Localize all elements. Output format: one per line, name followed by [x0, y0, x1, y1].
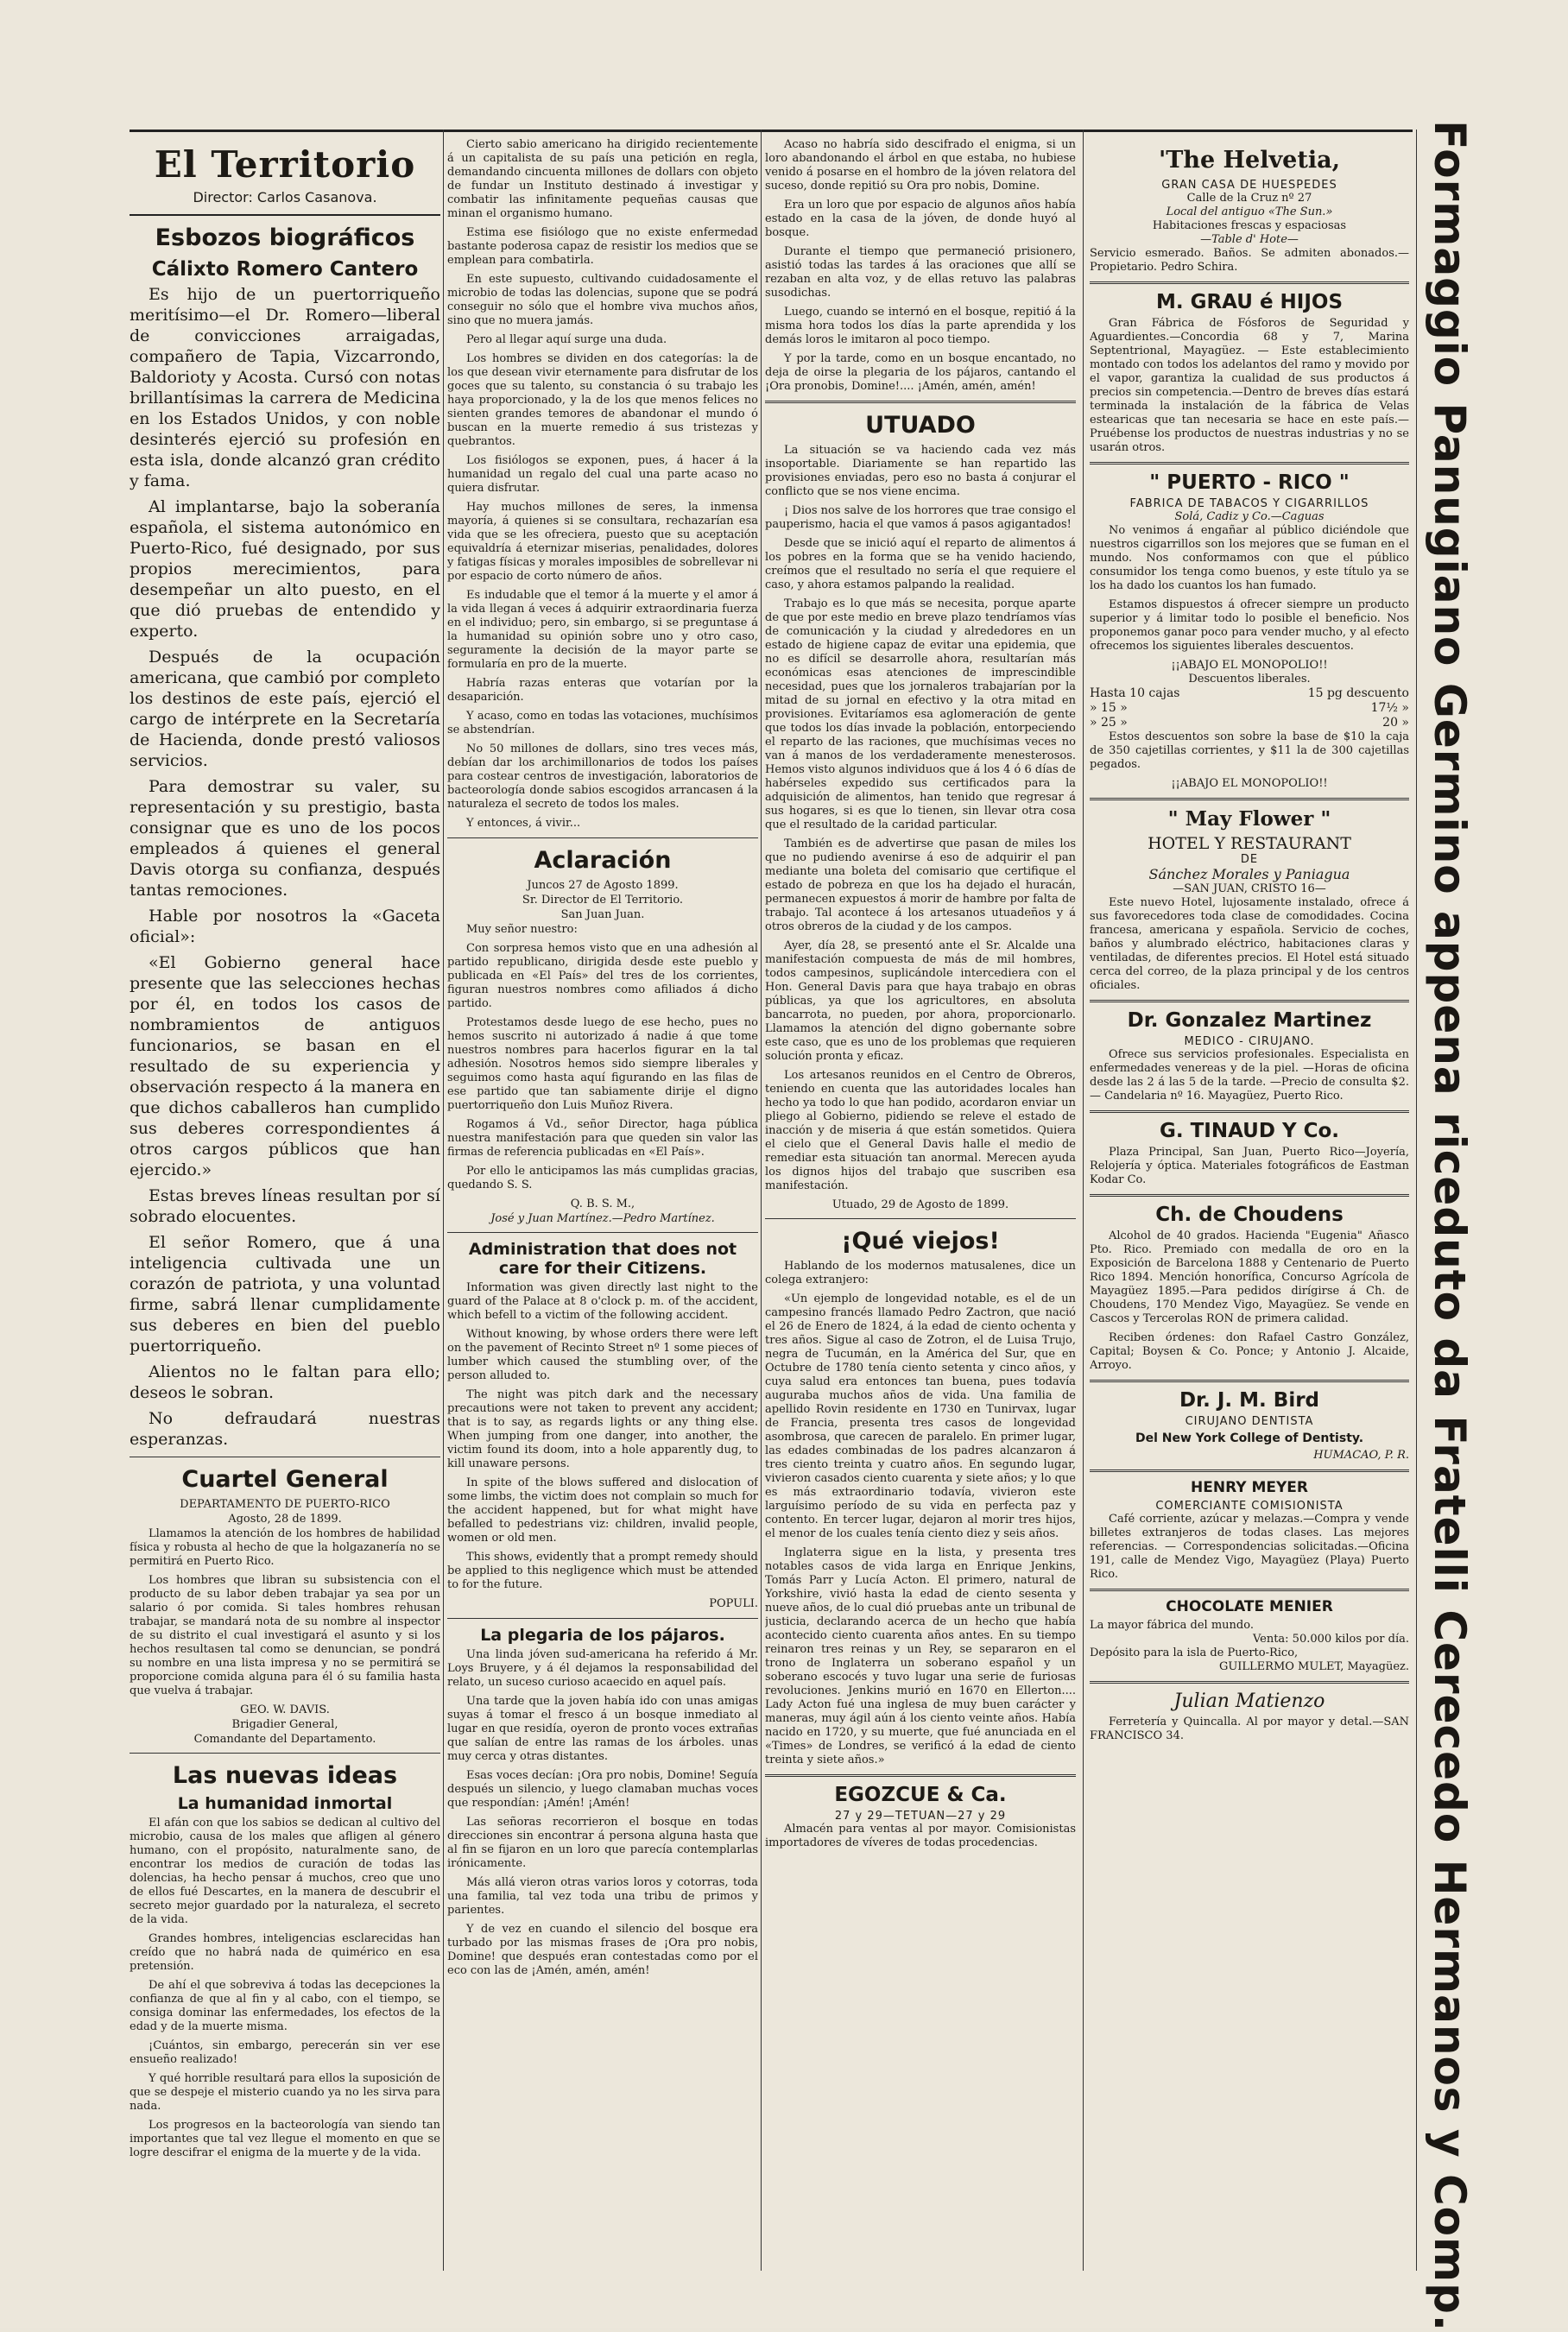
ad-text: No venimos á engañar al público diciéndole que nuestros cigarrillos son los mejores que se fuman en el mundo. Nos conformamos con que el público consumidor los tenga como buenos, y este título ya se los ha dado los cuantos los han fumado.: [1090, 524, 1409, 592]
paragraph: Hablando de los modernos matusalenes, dice un colega extranjero:: [765, 1260, 1076, 1286]
paragraph: Una tarde que la joven había ido con unas amigas suyas á tomar el fresco á un bosque inmediato al lugar en que residía, oyeron de pronto voces extrañas que salían de entre las ramas de los árboles. unas muy cerca y otras distantes.: [447, 1695, 758, 1763]
paragraph: Hay muchos millones de seres, la inmensa mayoría, á quienes si se consultara, rechazarían esa vida que se les ofreciera, puesto que su aceptación equivaldría á eternizar miserias, penalidades, dolores y fatigas físicas y morales imposibles de sobrellevar ni por espacio de corto número de años.: [447, 501, 758, 583]
paragraph: Y qué horrible resultará para ellos la suposición de que se despeje el misterio cuando ya no les sirva para nada.: [130, 2072, 440, 2113]
paragraph: Con sorpresa hemos visto que en una adhesión al partido republicano, dirigida desde este pueblo y publicada en «El País» del tres de los corrientes, figuran nuestros nombres como afiliados á dicho partido.: [447, 942, 758, 1010]
paragraph: Al implantarse, bajo la soberanía española, el sistema autonómico en Puerto-Rico, fué designado, por sus propios merecimientos, para desempeñar un alto puesto, en el que dió pruebas de entendido y experto.: [130, 497, 440, 641]
ideas-subtitle: La humanidad inmortal: [177, 1794, 393, 1813]
paragraph: Los fisiólogos se exponen, pues, á hacer á la humanidad un regalo del cual una parte acaso no quiera disfrutar.: [447, 454, 758, 495]
ad-text: Alcohol de 40 grados. Hacienda "Eugenia" Añasco Pto. Rico. Premiado con medalla de oro en la Exposición de Barcelona 1888 y Centenario de Puerto Rico 1894. Mención honorífica, Concurso Agrícola de Mayagüez 1895.—Para pedidos dirígirse á Ch. de Choudens, 170 Mendez Vigo, Mayagüez. Se vende en Cascos y Tercerolas RON de primera calidad.: [1090, 1229, 1409, 1325]
paragraph: El afán con que los sabios se dedican al cultivo del microbio, causa de los males que afligen al género humano, con el propósito, naturalmente sano, de encontrar los medios de curación de todas las dolencias, ha hecho pensar á muchos, creo que uno de ellos fué Descartes, en la manera de descubrir el secreto mejor guardado por la naturaleza, el secreto de la vida.: [130, 1817, 440, 1926]
divider: [1090, 462, 1409, 465]
divider: [1090, 1589, 1409, 1591]
ad-text: Estos descuentos son sobre la base de $10 la caja de 350 cajetillas corrientes, y $11 la de 300 cajetillas pegados.: [1090, 730, 1409, 771]
vertical-banner-text: Formaggio Panugiano Germino appena riceduto da Fratelli Cerecedo Hermanos y Comp.: [1425, 120, 1475, 2332]
divider: [1090, 798, 1409, 800]
paragraph: Luego, cuando se internó en el bosque, repitió á la misma hora todos los días la parte aprendida y los demás loros le imitaron al poco tiempo.: [765, 306, 1076, 346]
paragraph: Es indudable que el temor á la muerte y el amor á la vida llegan á veces á adquirir extraordinaria fuerza en el individuo; pero, sin embargo, si se preguntase á la humanidad su opinión sobre uno y otro caso, seguramente la decisión de la mayor parte se formularía en pro de la muerte.: [447, 589, 758, 671]
bird-location: HUMACAO, P. R.: [1313, 1449, 1409, 1462]
discount-row: [1090, 701, 1409, 716]
paragraph: Y acaso, como en todas las votaciones, muchísimos se abstendrían.: [447, 710, 758, 736]
cuartel-subtitle: DEPARTAMENTO DE PUERTO-RICO: [180, 1498, 390, 1511]
director-line: Director: Carlos Casanova.: [193, 189, 377, 205]
paragraph: Es hijo de un puertorriqueño meritísimo—el Dr. Romero—liberal de convicciones arraigadas, compañero de Tapia, Vizcarrondo, Baldorioty y Acosta. Cursó con notas brillantísimas la carrera de Medicina en los Estados Unidos, y con noble desinterés ejerció su profesión en esta isla, donde alcanzó gran crédito y fama.: [130, 285, 440, 490]
paragraph: Estima ese fisiólogo que no existe enfermedad bastante poderosa capaz de resistir los medios que se emplean para combatirla.: [447, 226, 758, 267]
paragraph: «Un ejemplo de longevidad notable, es el de un campesino francés llamado Pedro Zactron, que nació el 26 de Enero de 1824, á la edad de ciento ochenta y tres años. Sigue al caso de Zotron, el de Luisa Trujo, negra de Tucumán, en la América del Sur, que en Octubre de 1780 tenía ciento setenta y cinco años, y cuya salud era entonces tan buena, pues todavía auguraba muchos años de vida. Una familia de apellido Rovin residente en 1730 en Tunirvax, lugar de Francia, presenta tres casos de longevidad asombrosa, que carecen de paralelo. En primer lugar, las edades combinadas de los padres alcanzaron á tres ciento treinta y cuatro años. En segundo lugar, vivieron casados ciento cuarenta y siete años; y lo que es más extraordinario todavía, vivieron este larguísimo período de su vida en perfecta paz y contento. En tercer lugar, dejaron al morir tres hijos, el menor de los cuales tenía ciento diez y seis años.: [765, 1292, 1076, 1540]
mayflower-de: DE: [1240, 853, 1259, 866]
discount-pct: 17½ »: [1370, 701, 1409, 715]
discount-pct: 20 »: [1382, 716, 1409, 730]
ad-text: Ofrece sus servicios profesionales. Especialista en enfermedades venereas y de la piel. —Horas de oficina desde las 2 á las 5 de la tarde. —Precio de consulta $2. — Candelaria nº 16. Mayagüez, Puerto Rico.: [1090, 1048, 1409, 1103]
paragraph: ¡Cuántos, sin embargo, perecerán sin ver ese ensueño realizado!: [130, 2039, 440, 2066]
bio-name: Cálixto Romero Cantero: [151, 258, 419, 281]
divider: [1090, 1380, 1409, 1382]
ad-line: Local del antiguo «The Sun.»: [1166, 205, 1333, 218]
utuado-title: UTUADO: [865, 412, 976, 439]
ad-text: Plaza Principal, San Juan, Puerto Rico—Joyería, Relojería y óptica. Materiales fotográficos de Eastman Kodar Co.: [1090, 1146, 1409, 1186]
signature: Comandante del Departamento.: [193, 1733, 376, 1746]
ad-line: —Table d' Hote—: [1200, 233, 1299, 246]
ad-line: Calle de la Cruz nº 27: [1186, 192, 1312, 205]
mayflower-owner: Sánchez Morales y Paniagua: [1148, 866, 1350, 882]
paragraph: No defraudará nuestras esperanzas.: [130, 1409, 440, 1449]
ad-line: Servicio esmerado. Baños. Se admiten abonados.—Propietario. Pedro Schira.: [1090, 247, 1409, 274]
bio-article: [130, 284, 440, 1450]
paragraph: Without knowing, by whose orders there were left on the pavement of Recinto Street nº 1 some pieces of lumber which caused the stumbling over, of the person alluded to.: [447, 1328, 758, 1382]
letter-header: San Juan Juan.: [560, 908, 645, 921]
paragraph: Trabajo es lo que más se necesita, porque aparte de que por este medio en breve plazo tendríamos vías de comunicación y la ciudad y alrededores en un estado de higiene capaz de evitar una epidemia, que no es difícil se desarrolle ahora, resultarían más económicas esas atenciones de imprescindible necesidad, pues que los jornaleros trabajarían por la mitad de su jornal en efectivo y la otra mitad en provisiones. Evitaríamos esa aglomeración de gente que todos los días invade la población, entorpeciendo el reparto de las raciones, que muchísimas veces no van á manos de los verdaderamente menesterosos. Hemos visto algunos individuos que á los 4 ó 6 días de habérseles expedido sus certificados para la adquisición de alimentos, han tenido que regresar á sus hogares, si es que lo tienen, sin llevar otra cosa que el resultado de la caridad particular.: [765, 597, 1076, 831]
paragraph: Inglaterra sigue en la lista, y presenta tres notables casos de vida larga en Enrique Jenkins, Tomás Parr y Lucía Acton. El primero, natural de Yorkshire, vivió hasta la edad de ciento sesenta y nueve años, de lo cual dió pruebas ante un tribunal de justicia, declarando acerca de un hecho que había acontecido ciento cuarenta años antes. En su tiempo reinaron tres reinas y un Rey, se separaron en el trono de Inglaterra un soberano español y un soberano escocés y tuvo lugar una serie de furiosas revoluciones. Jenkins murió en 1670 en Ellerton.... Lady Acton fué una inglesa de muy buen carácter y maneras, muy ágil aún á los ciento veinte años. Había nacido en 1720, y su muerte, que fué anunciada en el «Times» de Londres, se verificó á la edad de ciento treinta y siete años.»: [765, 1546, 1076, 1766]
paragraph: Más allá vieron otras varios loros y cotorras, toda una familia, tal vez toda una tribu de primos y parientes.: [447, 1876, 758, 1917]
paragraph: Hable por nosotros la «Gaceta oficial»:: [130, 907, 440, 946]
bird-subtitle: CIRUJANO DENTISTA: [1185, 1415, 1314, 1428]
column-1: [130, 138, 440, 2271]
signature: POPULI.: [709, 1597, 758, 1610]
ad-line: Descuentos liberales.: [1188, 673, 1311, 686]
paragraph: Estas breves líneas resultan por sí sobrado elocuentes.: [130, 1186, 440, 1226]
bio-title: Esbozos biográficos: [155, 224, 415, 251]
paragraph: Y de vez en cuando el silencio del bosque era turbado por las mismas frases de ¡Ora pro nobis, Domine! que después eran contestadas como por el eco con las de ¡Amén, amén, amén!: [447, 1923, 758, 1977]
viejos-title: ¡Qué viejos!: [841, 1228, 1000, 1254]
egozcue-title: EGOZCUE & Ca.: [834, 1784, 1007, 1806]
paragraph: En este supuesto, cultivando cuidadosamente el microbio de todas las dolencias, supone que se podrá conseguir no sólo que el hombre viva muchos años, sino que no muera jamás.: [447, 273, 758, 327]
paragraph: Por ello le anticipamos las más cumplidas gracias, quedando S. S.: [447, 1165, 758, 1191]
column-2: [447, 138, 758, 2271]
paragraph: Desde que se inició aquí el reparto de alimentos á los pobres en la forma que se ha venido haciendo, creímos que el resultado no sería el que requiere el caso, y ahora estamos palpando la realidad.: [765, 537, 1076, 591]
masthead: [130, 143, 440, 216]
paragraph: Esas voces decían: ¡Ora pro nobis, Domine! Seguía después un silencio, y luego clamaban muchas voces que respondían: ¡Amén! ¡Amén!: [447, 1769, 758, 1810]
paragraph: Pero al llegar aquí surge una duda.: [466, 333, 667, 346]
paragraph: Era un loro que por espacio de algunos años había estado en la casa de la jóven, de donde huyó al bosque.: [765, 199, 1076, 239]
divider: [765, 1774, 1076, 1777]
paragraph: Los progresos en la bacteorología van siendo tan importantes que tal vez llegue el momento en que se logre descifrar el enigma de la muerte y de la vida.: [130, 2119, 440, 2159]
letter-header: Juncos 27 de Agosto 1899.: [527, 879, 679, 892]
gonzalez-subtitle: MEDICO - CIRUJANO.: [1184, 1035, 1315, 1048]
divider: [447, 837, 758, 838]
top-rule: [130, 130, 1413, 132]
paragraph: La situación se va haciendo cada vez más insoportable. Diariamente se han repartido las provisiones enviadas, pero eso no basta á conjurar el conflicto que se nos viene encima.: [765, 444, 1076, 498]
signature: GEO. W. DAVIS.: [240, 1703, 330, 1716]
bird-subtitle-2: Del New York College of Dentisty.: [1135, 1431, 1364, 1445]
paragraph: Los artesanos reunidos en el Centro de Obreros, teniendo en cuenta que las autoridades locales han hecho ya todo lo que han podido, acordaron enviar un pliego al Gobierno, pidiendo se releve el estado de inacción y de miseria á que están sometidos. Quiera el cielo que el General Davis halle el medio de remediar esta situación tan anormal. Merecen ayuda los dignos hijos del trabajo que suscriben esa manifestación.: [765, 1069, 1076, 1192]
divider: [1090, 1110, 1409, 1113]
paragraph: ¡ Dios nos salve de los horrores que trae consigo el pauperismo, hacia el que vamos á pasos agigantados!: [765, 504, 1076, 531]
ad-text: Reciben órdenes: don Rafael Castro González, Capital; Boysen & Co. Ponce; y Antonio J. Alcaide, Arroyo.: [1090, 1331, 1409, 1372]
divider: [765, 1218, 1076, 1219]
ad-line: La mayor fábrica del mundo.: [1090, 1619, 1254, 1632]
column-divider: [1083, 130, 1084, 2271]
ad-line: Habitaciones frescas y espaciosas: [1152, 219, 1347, 232]
bird-title: Dr. J. M. Bird: [1179, 1389, 1320, 1412]
prico-subtitle-2: Solá, Cadiz y Co.—Caguas: [1174, 510, 1325, 523]
signature: Brigadier General,: [231, 1718, 338, 1731]
paragraph: Rogamos á Vd., señor Director, haga pública nuestra manifestación para que queden sin valor las firmas de referencia publicadas en «El País».: [447, 1118, 758, 1159]
paragraph: Y entonces, á vivir...: [466, 817, 581, 830]
divider: [1090, 1681, 1409, 1684]
paragraph: Una linda jóven sud-americana ha referido á Mr. Loys Bruyere, y á él dejamos la responsabilidad del relato, un suceso curioso acaecido en aquel país.: [447, 1648, 758, 1689]
helvetia-subtitle: GRAN CASA DE HUESPEDES: [1161, 179, 1337, 192]
mayflower-subtitle: HOTEL Y RESTAURANT: [1148, 834, 1351, 853]
paragraph: Y por la tarde, como en un bosque encantado, no deja de oirse la plegaria de los pájaros, cantando el ¡Ora pronobis, Domine!.... ¡Amén, amén, amén!: [765, 352, 1076, 393]
paragraph: Ayer, día 28, se presentó ante el Sr. Alcalde una manifestación compuesta de más de mil hombres, todos campesinos, suplicándole intercediera con el Hon. General Davis para que haya trabajo en obras públicas, ya que los agricultores, en absoluta bancarrota, no pueden, por ahora, proporcionarlo. Llamamos la atención del digno gobernante sobre este caso, que es uno de los problemas que requieren solución pronta y eficaz.: [765, 939, 1076, 1063]
cuartel-date: Agosto, 28 de 1899.: [228, 1513, 342, 1526]
grau-title: M. GRAU é HIJOS: [1155, 291, 1344, 313]
mayflower-title: " May Flower ": [1167, 807, 1331, 831]
divider: [447, 1232, 758, 1233]
paragraph: Cierto sabio americano ha dirigido recientemente á un capitalista de su país una petición en regla, demandando cincuenta millones de dollars con objeto de fundar un Instituto destinado á investigar y combatir las infinitamente pequeñas causas que minan el organismo humano.: [447, 138, 758, 220]
aclaracion-title: Aclaración: [534, 847, 672, 874]
divider: [130, 1753, 440, 1754]
ad-line: GUILLERMO MULET, Mayagüez.: [1218, 1660, 1409, 1673]
egozcue-address: 27 y 29—TETUAN—27 y 29: [834, 1810, 1007, 1823]
meyer-title: HENRY MEYER: [1191, 1479, 1308, 1496]
paragraph: «El Gobierno general hace presente que las selecciones hechas por él, en todos los casos de nombramientos de antiguos funcionarios, se basan en el resultado de su experiencia y observación respecto á la manera en que dichos caballeros han cumplido sus deberes correspondientes á otros cargos públicos que han ejercido.»: [130, 953, 440, 1179]
ad-slogan: ¡¡ABAJO EL MONOPOLIO!!: [1171, 777, 1328, 790]
column-divider: [443, 130, 444, 2271]
paragraph: Durante el tiempo que permaneció prisionero, asistió todas las tardes á las oraciones que allí se rezaban en alta voz, y de ellas retuvo las palabras susodichas.: [765, 245, 1076, 300]
meyer-subtitle: COMERCIANTE COMISIONISTA: [1155, 1500, 1344, 1513]
ad-text: Estamos dispuestos á ofrecer siempre un producto superior y á limitar todo lo posible el beneficio. Nos proponemos ganar poco para vender mucho, y al efecto ofrecemos los siguientes liberales descuentos.: [1090, 598, 1409, 653]
paragraph: Protestamos desde luego de ese hecho, pues no hemos suscrito ni autorizado á nadie á que tome nuestros nombres para hacerlos figurar en la tal adhesión. Nosotros hemos sido siempre liberales y seguimos como hasta aquí figurando en las filas de ese partido que tan sabiamente dirije el digno puertorriqueño don Luis Muñoz Rivera.: [447, 1016, 758, 1112]
signature: José y Juan Martínez.—Pedro Martínez.: [490, 1212, 715, 1225]
dateline: Utuado, 29 de Agosto de 1899.: [831, 1198, 1009, 1211]
paragraph: This shows, evidently that a prompt remedy should be applied to this negligence which must be attended to for the future.: [447, 1551, 758, 1591]
ad-text: Este nuevo Hotel, lujosamente instalado, ofrece á sus favorecedores toda clase de comodidades. Cocina francesa, americana y española. Servicio de coches, baños y alumbrado eléctrico, habitaciones claras y ventiladas, de diferentes precios. El Hotel está situado cerca del correo, de la plaza principal y de los centros oficiales.: [1090, 896, 1409, 992]
paragraph: Los hombres que libran su subsistencia con el producto de su labor deben trabajar ya sea por un salario ó por comida. Si tales hombres rehusan trabajar, se mandará nota de su nombre al inspector de su distrito el cual investigará el asunto y si los hechos resultasen tal como se denuncian, se pondrá su nombre en una lista impresa y no se permitirá se proporcione comida alguna para él ó su familia hasta que vuelva á trabajar.: [130, 1574, 440, 1697]
ad-text: Ferretería y Quincalla. Al por mayor y detal.—SAN FRANCISCO 34.: [1090, 1716, 1409, 1742]
discount-row: [1090, 686, 1409, 701]
column-divider: [761, 130, 762, 2271]
menier-title: CHOCOLATE MENIER: [1166, 1598, 1333, 1615]
paragraph: Muy señor nuestro:: [466, 923, 578, 936]
gonzalez-title: Dr. Gonzalez Martinez: [1127, 1009, 1372, 1032]
paragraph: Acaso no habría sido descifrado el enigma, si un loro abandonando el árbol en que estaba, no hubiese venido á posarse en el hombro de la jóven relatora del suceso, donde repitió su Ora pro nobis, Domine.: [765, 138, 1076, 193]
helvetia-title: 'The Helvetia,: [1158, 147, 1340, 174]
paragraph: Information was given directly last night to the guard of the Palace at 8 o'clock p. m. of the accident, which befell to a victim of the following accident.: [447, 1281, 758, 1322]
column-divider: [1416, 130, 1417, 2271]
prico-subtitle: FABRICA DE TABACOS Y CIGARRILLOS: [1129, 497, 1369, 510]
divider: [1090, 1000, 1409, 1002]
newspaper-title: El Territorio: [154, 143, 416, 186]
discount-qty: » 15 »: [1090, 701, 1128, 715]
paragraph: Alientos no le faltan para ello; deseos le sobran.: [130, 1362, 440, 1402]
ad-text: Café corriente, azúcar y melazas.—Compra y vende billetes extranjeros de todas clases. Las mejores referencias. — Correspondencias solicitadas.—Oficina 191, calle de Mendez Vigo, Mayagüez (Playa) Puerto Rico.: [1090, 1513, 1409, 1581]
divider: [765, 401, 1076, 403]
letter-header: Sr. Director de El Territorio.: [522, 894, 684, 907]
signature: Q. B. S. M.,: [570, 1198, 635, 1210]
ad-text: Gran Fábrica de Fósforos de Seguridad y Aguardientes.—Concordia 68 y 7, Marina Septentrional, Mayagüez. — Este establecimiento montado con todos los adelantos del ramo y movido por el vapor, garantiza la cualidad de sus productos á precios sin competencia.—Dentro de breves días estará terminada la instalación de la fábrica de Velas estearicas que tan necesaria se hace en este país.—Pruébense los productos de nuestras industrias y no se usarán otros.: [1090, 317, 1409, 454]
paragraph: Las señoras recorrieron el bosque en todas direcciones sin encontrar á persona alguna hasta que al fin se fijaron en un loro que parecía contemplarlas irónicamente.: [447, 1816, 758, 1870]
column-3: [765, 138, 1076, 2271]
discount-qty: Hasta 10 cajas: [1090, 686, 1180, 700]
paragraph: Después de la ocupación americana, que cambió por completo los destinos de este país, ejerció el cargo de intérprete en la Secretaría de Hacienda, donde prestó valiosos servicios.: [130, 648, 440, 770]
divider: [1090, 281, 1409, 284]
paragraph: In spite of the blows suffered and dislocation of some limbs, the victim does not complain so much for the accident happened, but for what might have befalled to pedestrians viz: children, invalid people, women or old men.: [447, 1476, 758, 1545]
discount-pct: 15 pg descuento: [1307, 686, 1409, 700]
paragraph: El señor Romero, que á una inteligencia cultivada une un corazón de patriota, y una voluntad firme, sabrá llenar cumplidamente sus deberes en bien del pueblo puertorriqueño.: [130, 1233, 440, 1356]
matienzo-title: Julian Matienzo: [1173, 1691, 1325, 1712]
column-4: [1090, 138, 1409, 2271]
prico-title: " PUERTO - RICO ": [1149, 471, 1350, 494]
discount-row: [1090, 716, 1409, 730]
paragraph: Habría razas enteras que votarían por la desaparición.: [447, 677, 758, 704]
plegaria-title: La plegaria de los pájaros.: [480, 1626, 725, 1645]
discount-qty: » 25 »: [1090, 716, 1128, 730]
divider: [1090, 1194, 1409, 1197]
admin-title: Administration that does not care for their Citizens.: [468, 1240, 737, 1278]
cuartel-title: Cuartel General: [181, 1466, 389, 1493]
paragraph: No 50 millones de dollars, sino tres veces más, debían dar los archimillonarios de todos los países para costear centros de investigación, laboratorios de bacteorología donde sabios escogidos arrancasen á la naturaleza el secreto de todos los males.: [447, 743, 758, 811]
paragraph: Almacén para ventas al por mayor. Comisionistas importadores de víveres de todas procedencias.: [765, 1823, 1076, 1849]
paragraph: De ahí el que sobreviva á todas las decepciones la confianza de que al fin y al cabo, con el tiempo, se consiga dominar las enfermedades, los efectos de la edad y de la muerte misma.: [130, 1979, 440, 2033]
paragraph: The night was pitch dark and the necessary precautions were not taken to prevent any accident; that is to say, as regards lights or any thing else. When jumping from one danger, into another, the victim found its doom, into a hole apparently dug, to kill unaware persons.: [447, 1388, 758, 1470]
tinaud-title: G. TINAUD Y Co.: [1159, 1120, 1340, 1142]
divider: [447, 1618, 758, 1619]
paragraph: Llamamos la atención de los hombres de habilidad física y robusta al hecho de que la holgazanería no se permitirá en Puerto Rico.: [130, 1527, 440, 1568]
ad-slogan: ¡¡ABAJO EL MONOPOLIO!!: [1171, 659, 1328, 672]
paragraph: También es de advertirse que pasan de miles los que no pudiendo avenirse á eso de adquirir el pan mediante una boleta del comisario que certifique el estado de pobreza en que los ha dejado el huracán, permanecen expuestos á morir de hambre por falta de trabajo. Tal acontece á los artesanos utuadeños y á otros obreros de la ciudad y de los campos.: [765, 837, 1076, 933]
paragraph: Para demostrar su valer, su representación y su prestigio, basta consignar que es uno de los pocos empleados á quienes el general Davis otorga su confianza, después tantas remociones.: [130, 777, 440, 900]
choudens-title: Ch. de Choudens: [1155, 1204, 1344, 1226]
ideas-title: Las nuevas ideas: [172, 1762, 398, 1789]
vertical-banner: [1423, 120, 1476, 2332]
divider: [1090, 1469, 1409, 1472]
ad-line: Depósito para la isla de Puerto-Rico,: [1090, 1646, 1299, 1659]
paragraph: Los hombres se dividen en dos categorías: la de los que desean vivir eternamente para disfrutar de los goces que su talento, su constancia ó su trabajo les haya proporcionado, y la de los que menos felices no sienten grandes temores de abandonar el mundo ó buscan en la muerte remedio á sus tristezas y quebrantos.: [447, 352, 758, 448]
ad-line: Venta: 50.000 kilos por día.: [1252, 1633, 1409, 1646]
mayflower-address: —SAN JUAN, CRISTO 16—: [1173, 882, 1326, 895]
paragraph: Grandes hombres, inteligencias esclarecidas han creído que no habrá nada de quimérico en esa pretensión.: [130, 1932, 440, 1973]
